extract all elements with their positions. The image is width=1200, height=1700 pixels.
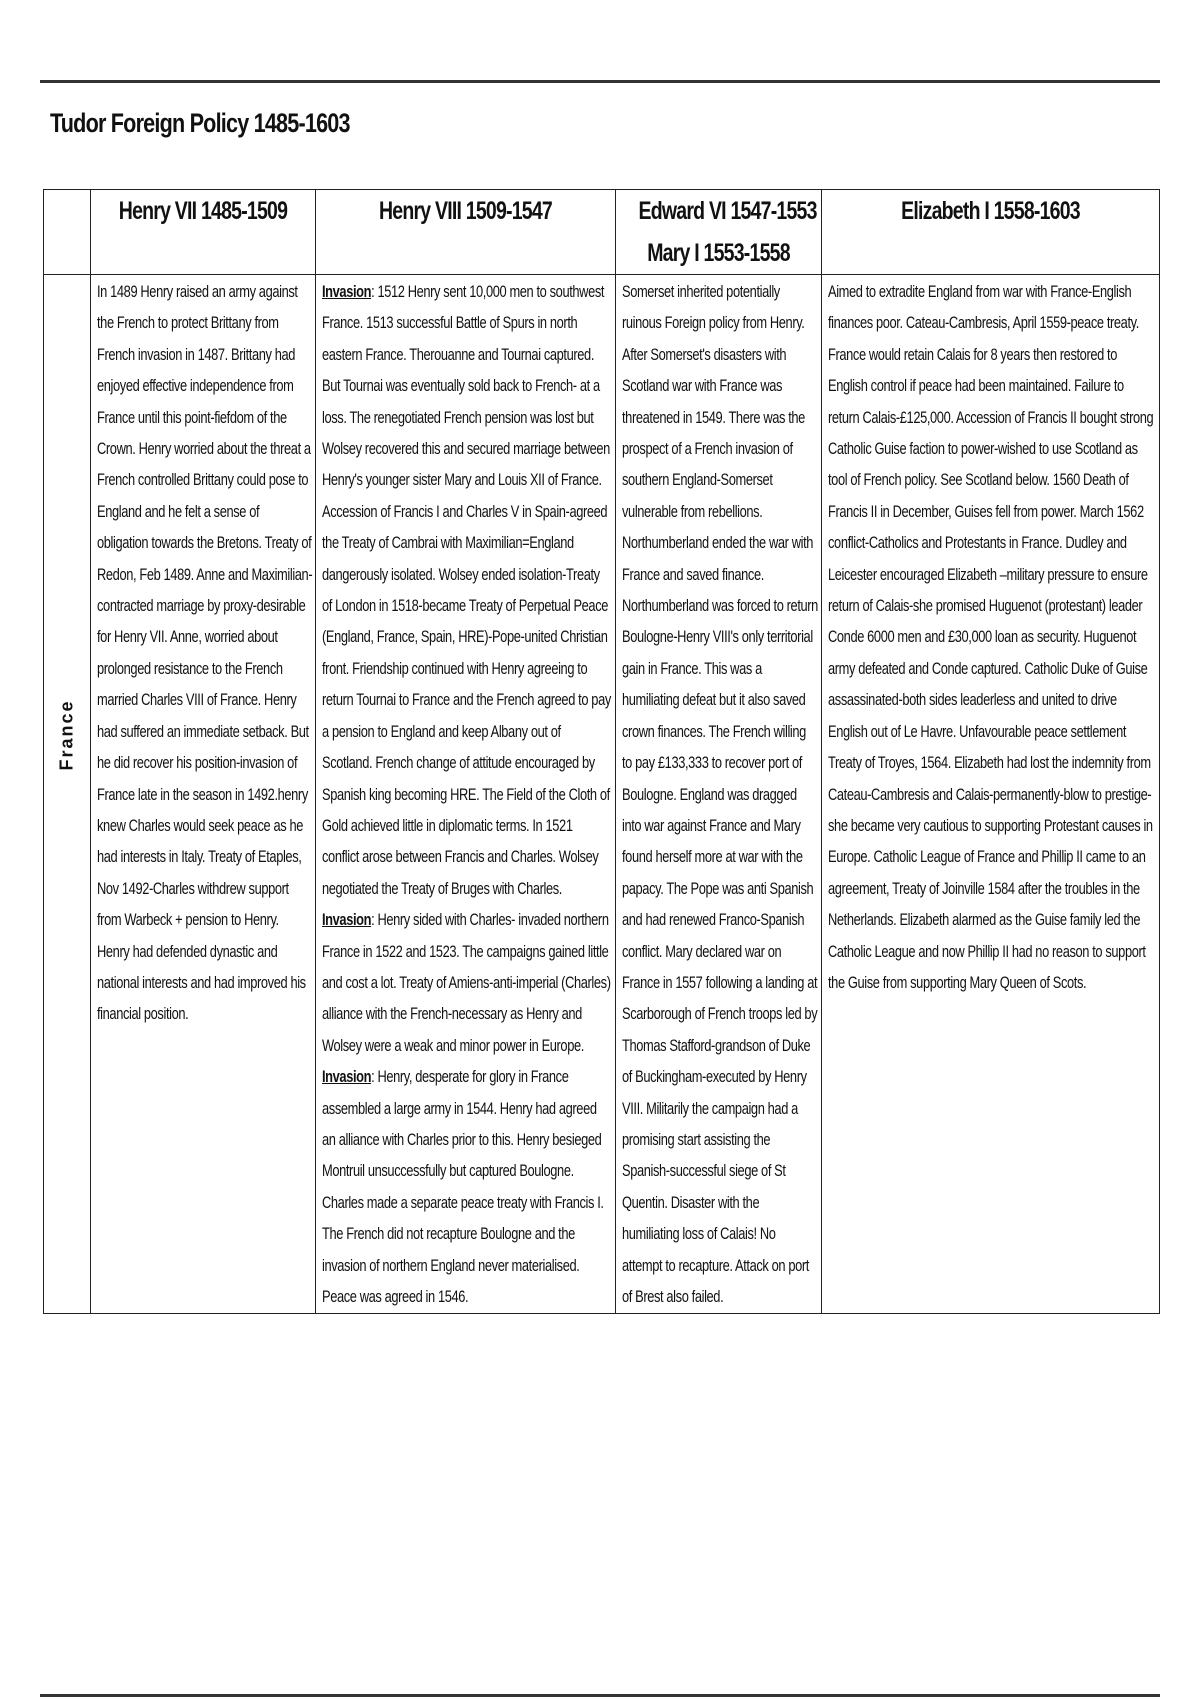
top-rule (40, 80, 1160, 83)
cell-elizabeth-france: Aimed to extradite England from war with France-English finances poor. Cateau-Cambresis, April 1559-peace treaty. France would retain Calais for 8 years then restored to English control if peace had been maintained. Failure to return Calais-£125,000. Accession of Francis II bought strong Catholic Guise faction to power-wished to use Scotland as tool of French policy. See Scotland below. 1560 Death of Francis II in December, Guises fell from power. March 1562 conflict-Catholics and Protestants in France. Dudley and Leicester encouraged Elizabeth –military pressure to ensure return of Calais-she promised Huguenot (protestant) leader Conde 6000 men and £30,000 loan as security. Huguenot army defeated and Conde captured. Catholic Duke of Guise assassinated-both sides leaderless and united to drive English out of Le Havre. Unfavourable peace settlement Treaty of Troyes, 1564. Elizabeth had lost the indemnity from Cateau-Cambresis and Calais-permanently-blow to prestige-she became very cautious to supporting Protestant causes in Europe. Catholic League of France and Phillip II came to an agreement, Treaty of Joinville 1584 after the troubles in the Netherlands. Elizabeth alarmed as the Guise family led the Catholic League and now Phillip II had no reason to support the Guise from supporting Mary Queen of Scots. (822, 275, 1160, 1314)
table-header-row (44, 190, 1160, 275)
header-edward-mary (616, 190, 822, 275)
header-henry-vii: Henry VII 1485-1509 (91, 190, 316, 275)
invasion-label-2: Invasion (322, 911, 372, 930)
invasion-label-3: Invasion (322, 1068, 372, 1087)
header-elizabeth-i: Elizabeth I 1558-1603 (822, 190, 1160, 275)
bottom-rule (40, 1694, 1160, 1697)
cell-edward-mary-france: Somerset inherited potentially ruinous Foreign policy from Henry. After Somerset's disasters with Scotland war with France was threatened in 1549. There was the prospect of a French invasion of southern England-Somerset vulnerable from rebellions. Northumberland ended the war with France and saved finance. Northumberland was forced to return Boulogne-Henry VIII's only territorial gain in France. This was a humiliating defeat but it also saved crown finances. The French willing to pay £133,333 to recover port of Boulogne. England was dragged into war against France and Mary found herself more at war with the papacy. The Pope was anti Spanish and had renewed Franco-Spanish conflict. Mary declared war on France in 1557 following a landing at Scarborough of French troops led by Thomas Stafford-grandson of Duke of Buckingham-executed by Henry VIII. Militarily the campaign had a promising start assisting the Spanish-successful siege of St Quentin. Disaster with the humiliating loss of Calais! No attempt to recapture. Attack on port of Brest also failed. (616, 275, 822, 1314)
header-corner-cell (44, 190, 91, 275)
header-edward-vi: Edward VI 1547-1553 (638, 197, 817, 225)
row-label-france: France (44, 275, 91, 1314)
header-henry-viii: Henry VIII 1509-1547 (316, 190, 616, 275)
page-title: Tudor Foreign Policy 1485-1603 (50, 108, 350, 138)
invasion-label-1: Invasion (322, 283, 372, 301)
table-row-france (44, 275, 1160, 1314)
foreign-policy-table (43, 189, 1160, 1314)
cell-henry-vii-france: In 1489 Henry raised an army against the French to protect Brittany from French invasion in 1487. Brittany had enjoyed effective independence from France until this point-fiefdom of the Crown. Henry worried about the threat a French controlled Brittany could pose to England and he felt a sense of obligation towards the Bretons. Treaty of Redon, Feb 1489. Anne and Maximilian-contracted marriage by proxy-desirable for Henry VII. Anne, worried about prolonged resistance to the French married Charles VIII of France. Henry had suffered an immediate setback. But he did recover his position-invasion of France late in the season in 1492.henry knew Charles would seek peace as he had interests in Italy. Treaty of Etaples, Nov 1492-Charles withdrew support from Warbeck + pension to Henry. Henry had defended dynastic and national interests and had improved his financial position. (91, 275, 316, 1314)
header-mary-i: Mary I 1553-1558 (647, 239, 790, 267)
cell-henry-viii-france: Invasion: 1512 Henry sent 10,000 men to southwest France. 1513 successful Battle of Spurs in north eastern France. Therouanne and Tournai captured. But Tournai was eventually sold back to French- at a loss. The renegotiated French pension was lost but Wolsey recovered this and secured marriage between Henry's younger sister Mary and Louis XII of France. Accession of Francis I and Charles V in Spain-agreed the Treaty of Cambrai with Maximilian=England dangerously isolated. Wolsey ended isolation-Treaty of London in 1518-became Treaty of Perpetual Peace (England, France, Spain, HRE)-Pope-united Christian front. Friendship continued with Henry agreeing to return Tournai to France and the French agreed to pay a pension to England and keep Albany out of Scotland. French change of attitude encouraged by Spanish king becoming HRE. The Field of the Cloth of Gold achieved little in diplomatic terms. In 1521 conflict arose between Francis and Charles. Wolsey negotiated the Treaty of Bruges with Charles. Invasion: Henry sided with Charles- invaded northern France in 1522 and 1523. The campaigns gained little and cost a lot. Treaty of Amiens-anti-imperial (Charles) alliance with the French-necessary as Henry and Wolsey were a weak and minor power in Europe. Invasion: Henry, desperate for glory in France assembled a large army in 1544. Henry had agreed an alliance with Charles prior to this. Henry besieged Montruil unsuccessfully but captured Boulogne. Charles made a separate peace treaty with Francis I. The French did not recapture Boulogne and the invasion of northern England never materialised. Peace was agreed in 1546. (316, 275, 616, 1314)
